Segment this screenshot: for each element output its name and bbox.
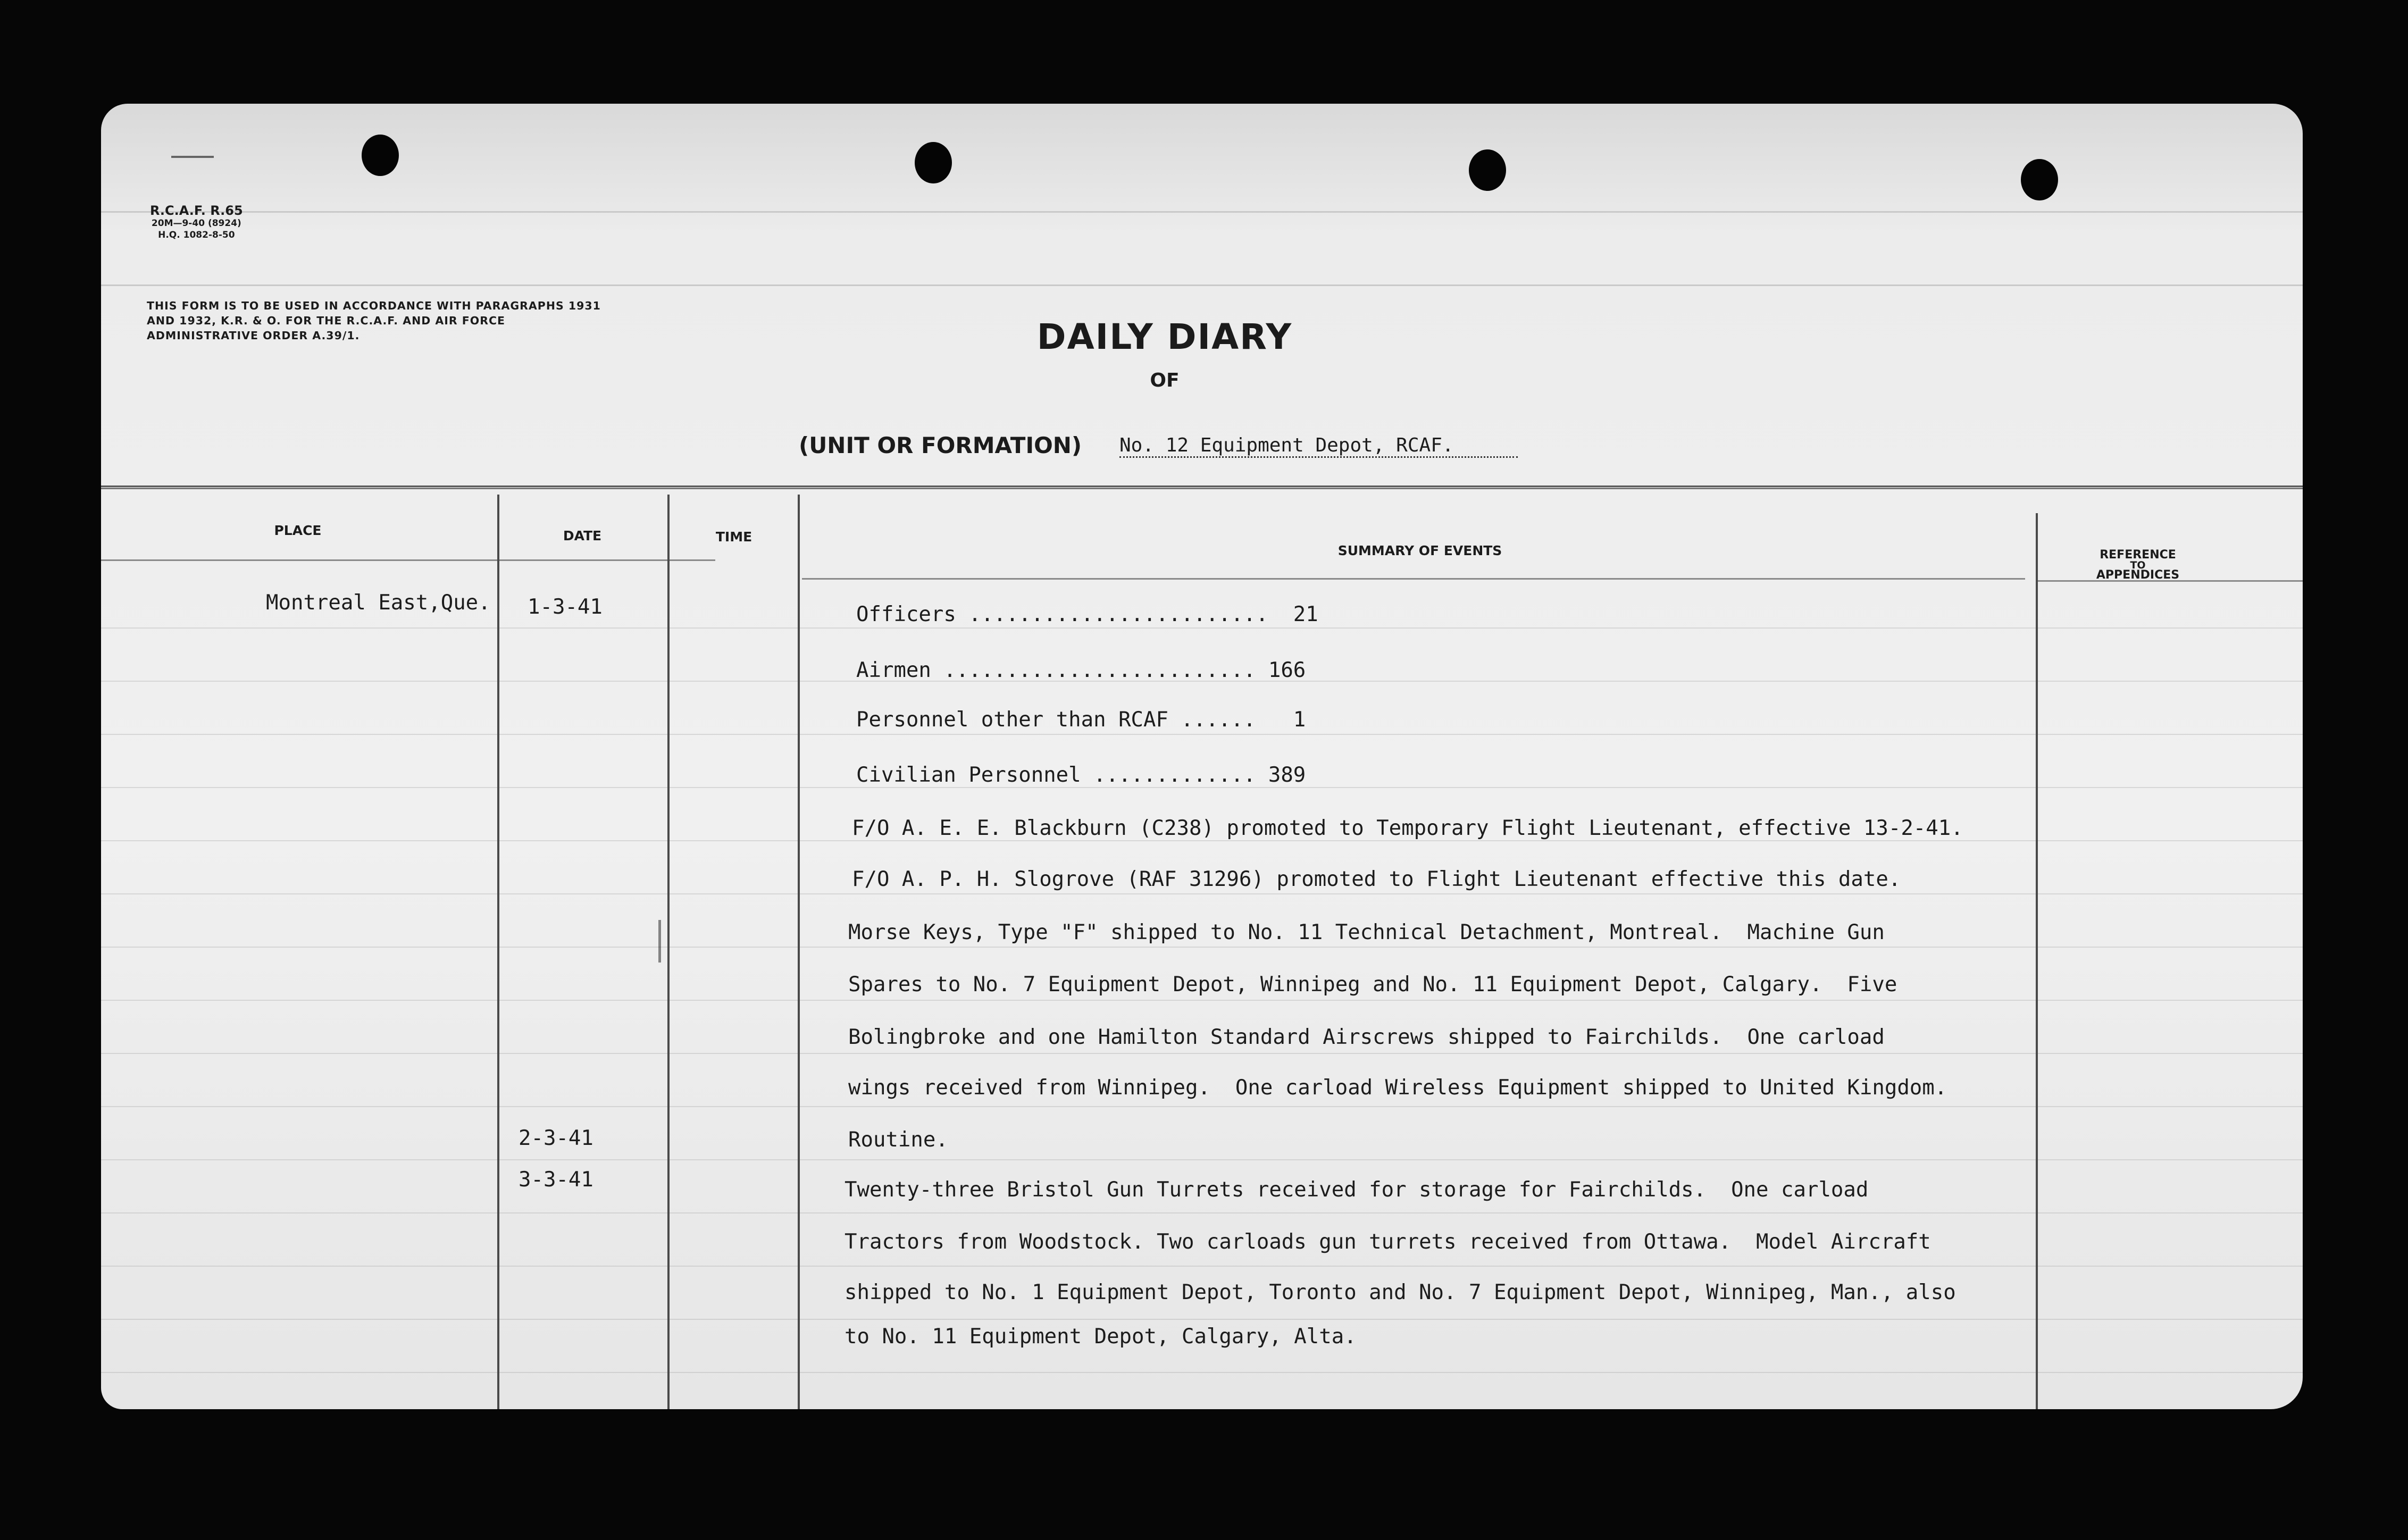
ruled-line xyxy=(101,1106,2303,1107)
column-header-place: PLACE xyxy=(274,523,322,538)
ruled-line xyxy=(101,627,2303,629)
column-header-time: TIME xyxy=(715,529,752,545)
ruled-line xyxy=(101,734,2303,735)
summary-line: Civilian Personnel ............. 389 xyxy=(856,763,1306,787)
binder-hole-2 xyxy=(915,142,952,183)
entry-place: Montreal East,Que. xyxy=(266,591,491,615)
entry-date-2: 2-3-41 xyxy=(519,1126,593,1150)
col-divider-summary-reference xyxy=(2036,513,2038,1409)
column-header-reference xyxy=(2069,549,2207,581)
title-of: OF xyxy=(1150,370,1180,391)
ruled-line xyxy=(101,1266,2303,1267)
header-bottom-rule xyxy=(101,559,715,561)
header-rule-top xyxy=(101,211,2303,213)
col-divider-place-date xyxy=(497,495,499,1409)
summary-line: Personnel other than RCAF ...... 1 xyxy=(856,708,1306,732)
scan-mark xyxy=(171,156,214,158)
summary-line: Morse Keys, Type "F" shipped to No. 11 Technical Detachment, Montreal. Machine Gun xyxy=(848,920,1885,944)
summary-line: wings received from Winnipeg. One carload Wireless Equipment shipped to United Kingdom. xyxy=(848,1076,1947,1100)
summary-line: to No. 11 Equipment Depot, Calgary, Alta. xyxy=(845,1325,1357,1349)
column-header-summary: SUMMARY OF EVENTS xyxy=(1337,543,1502,558)
binder-hole-4 xyxy=(2021,159,2058,200)
form-code-line2: 20M—9-40 (8924) xyxy=(151,218,241,229)
ruled-line xyxy=(101,840,2303,841)
form-instruction: THIS FORM IS TO BE USED IN ACCORDANCE WITH PARAGRAPHS 1931 AND 1932, K.R. & O. FOR THE R.C.A.F. AND AIR FORCE ADMINISTRATIVE ORDER A.39/1. xyxy=(147,299,601,342)
form-code xyxy=(150,205,243,241)
ruled-line xyxy=(101,1372,2303,1373)
summary-line: F/O A. E. E. Blackburn (C238) promoted to Temporary Flight Lieutenant, effective 13-2-41. xyxy=(852,816,1963,840)
summary-line: Bolingbroke and one Hamilton Standard Airscrews shipped to Fairchilds. One carload xyxy=(848,1025,1885,1049)
reference-line2: TO xyxy=(2130,559,2146,571)
summary-line: Tractors from Woodstock. Two carloads gun turrets received from Ottawa. Model Aircraft xyxy=(845,1230,1931,1254)
entry-date-3: 3-3-41 xyxy=(519,1168,593,1192)
ruled-line xyxy=(101,787,2303,788)
ruled-line xyxy=(101,1319,2303,1320)
summary-line: shipped to No. 1 Equipment Depot, Toronto and No. 7 Equipment Depot, Winnipeg, Man., also xyxy=(845,1280,1956,1304)
unit-value: No. 12 Equipment Depot, RCAF. xyxy=(1119,434,1518,458)
binder-hole-1 xyxy=(362,135,399,176)
ruled-line xyxy=(101,893,2303,894)
summary-line: Twenty-three Bristol Gun Turrets received for storage for Fairchilds. One carload xyxy=(845,1178,1869,1202)
col-divider-time-summary xyxy=(798,495,800,1409)
ruled-line xyxy=(101,1159,2303,1160)
summary-header-rule xyxy=(802,578,2025,580)
summary-line: Officers ........................ 21 xyxy=(856,602,1318,626)
summary-line: Spares to No. 7 Equipment Depot, Winnipeg and No. 11 Equipment Depot, Calgary. Five xyxy=(848,973,1897,997)
summary-line: Airmen ......................... 166 xyxy=(856,658,1306,682)
ruled-line xyxy=(101,1000,2303,1001)
form-code-line3: H.Q. 1082-8-50 xyxy=(158,230,235,240)
table-top-rule xyxy=(101,486,2303,489)
column-header-date: DATE xyxy=(563,528,602,543)
col-divider-date-time xyxy=(667,495,670,1409)
ruled-line xyxy=(101,1053,2303,1054)
summary-line: F/O A. P. H. Slogrove (RAF 31296) promoted to Flight Lieutenant effective this date. xyxy=(852,867,1901,891)
reference-line3: APPENDICES xyxy=(2096,568,2180,582)
page-title: DAILY DIARY xyxy=(1036,316,1293,357)
ruled-line xyxy=(101,1212,2303,1213)
header-rule-upper xyxy=(101,284,2303,286)
ruled-line xyxy=(101,947,2303,948)
reference-line1: REFERENCE xyxy=(2100,548,2176,562)
binder-hole-3 xyxy=(1469,149,1506,191)
unit-label: (UNIT OR FORMATION) xyxy=(799,432,1082,458)
scan-mark xyxy=(658,920,661,962)
summary-line: Routine. xyxy=(848,1128,948,1152)
entry-date-1: 1-3-41 xyxy=(528,595,603,619)
form-code-line1: R.C.A.F. R.65 xyxy=(150,203,243,218)
diary-card xyxy=(101,104,2303,1409)
